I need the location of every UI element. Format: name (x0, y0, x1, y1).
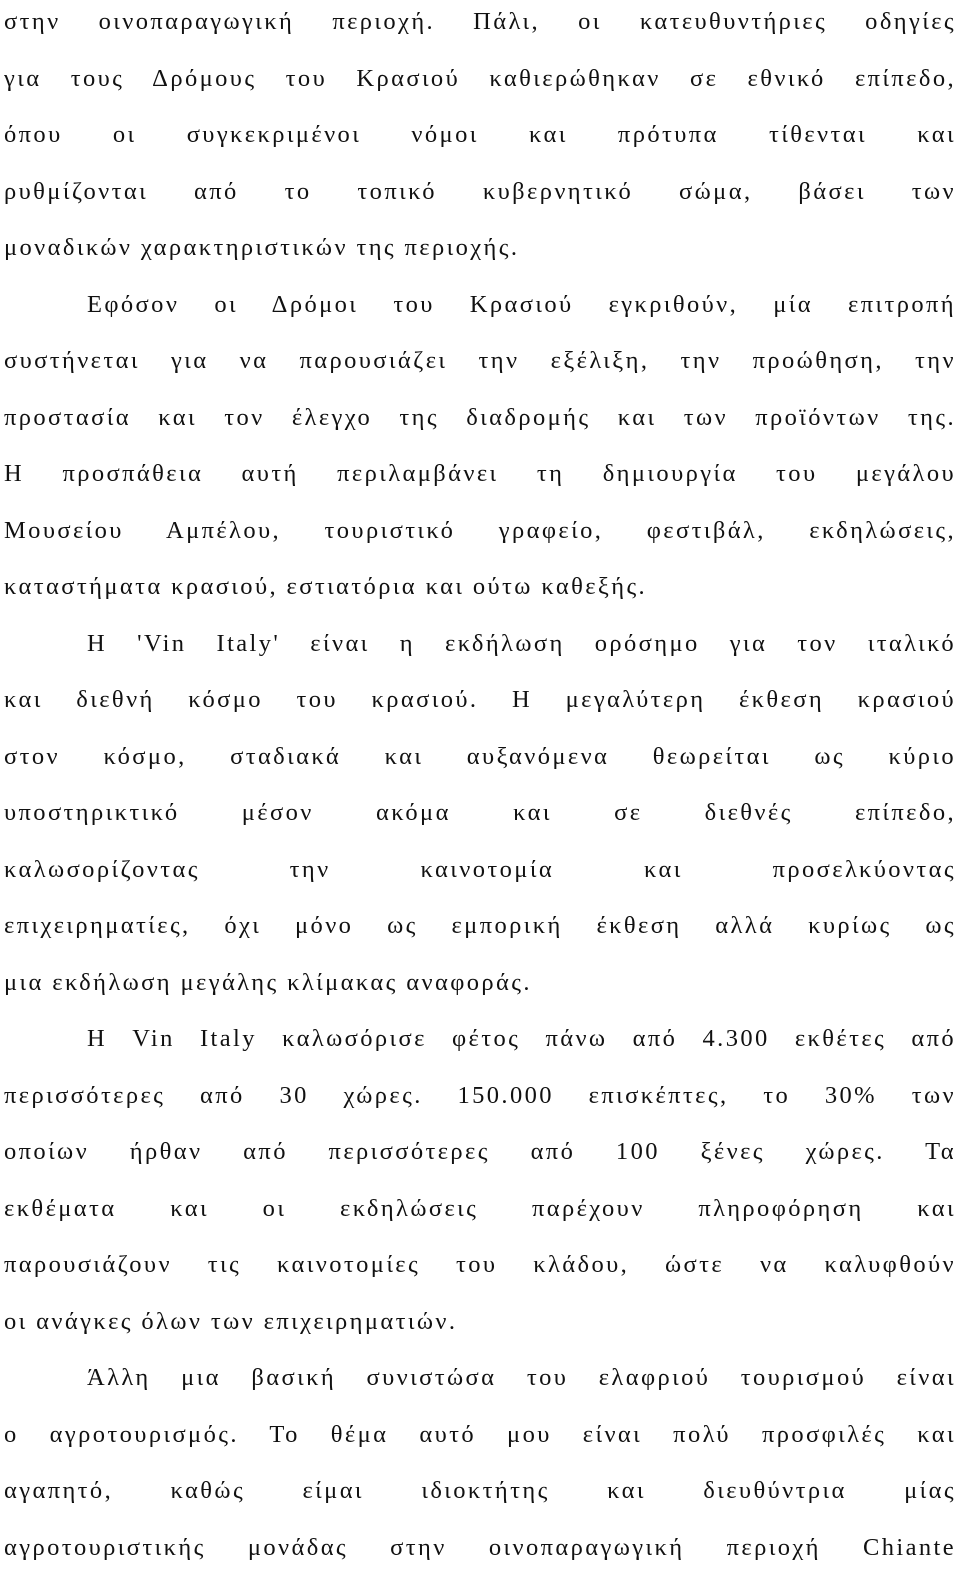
paragraph-vin-italy-stats (4, 1011, 956, 1350)
text-line: για τους Δρόμους του Κρασιού καθιερώθηκαν σε εθνικό επίπεδο, (4, 51, 956, 108)
text-line: εκθέματα και οι εκδηλώσεις παρέχουν πληροφόρηση και (4, 1181, 956, 1238)
text-line: αγαπητό, καθώς είμαι ιδιοκτήτης και διευθύντρια μίας (4, 1463, 956, 1520)
text-line: Μουσείου Αμπέλου, τουριστικό γραφείο, φεστιβάλ, εκδηλώσεις, (4, 503, 956, 560)
text-line: οποίων ήρθαν από περισσότερες από 100 ξένες χώρες. Τα (4, 1124, 956, 1181)
text-line: καλωσορίζοντας την καινοτομία και προσελκύοντας (4, 842, 956, 899)
text-line: στην οινοπαραγωγική περιοχή. Πάλι, οι κατευθυντήριες οδηγίες (4, 0, 956, 51)
text-line: προστασία και τον έλεγχο της διαδρομής και των προϊόντων της. (4, 390, 956, 447)
text-line: περισσότερες από 30 χώρες. 150.000 επισκέπτες, το 30% των (4, 1068, 956, 1125)
text-line: Άλλη μια βασική συνιστώσα του ελαφριού τουρισμού είναι (4, 1350, 956, 1407)
paragraph-wine-routes-guidelines (4, 0, 956, 277)
text-line: Η Vin Italy καλωσόρισε φέτος πάνω από 4.300 εκθέτες από (4, 1011, 956, 1068)
text-line: μοναδικών χαρακτηριστικών της περιοχής. (4, 220, 956, 277)
text-line: συστήνεται για να παρουσιάζει την εξέλιξη, την προώθηση, την (4, 333, 956, 390)
text-line: στον κόσμο, σταδιακά και αυξανόμενα θεωρείται ως κύριο (4, 729, 956, 786)
paragraph-vin-italy (4, 616, 956, 1012)
text-line: επιχειρηματίες, όχι μόνο ως εμπορική έκθεση αλλά κυρίως ως (4, 898, 956, 955)
text-line: αγροτουριστικής μονάδας στην οινοπαραγωγική περιοχή Chiante (4, 1520, 956, 1576)
paragraph-agrotourism (4, 1350, 956, 1576)
text-line: Η 'Vin Italy' είναι η εκδήλωση ορόσημο για τον ιταλικό (4, 616, 956, 673)
text-line: παρουσιάζουν τις καινοτομίες του κλάδου, ώστε να καλυφθούν (4, 1237, 956, 1294)
text-line: οι ανάγκες όλων των επιχειρηματιών. (4, 1294, 956, 1351)
text-line: και διεθνή κόσμο του κρασιού. Η μεγαλύτερη έκθεση κρασιού (4, 672, 956, 729)
text-line: ρυθμίζονται από το τοπικό κυβερνητικό σώμα, βάσει των (4, 164, 956, 221)
text-line: Εφόσον οι Δρόμοι του Κρασιού εγκριθούν, μία επιτροπή (4, 277, 956, 334)
text-line: Η προσπάθεια αυτή περιλαμβάνει τη δημιουργία του μεγάλου (4, 446, 956, 503)
paragraph-committee (4, 277, 956, 616)
text-line: μια εκδήλωση μεγάλης κλίμακας αναφοράς. (4, 955, 956, 1012)
text-line: ο αγροτουρισμός. Το θέμα αυτό μου είναι πολύ προσφιλές και (4, 1407, 956, 1464)
text-line: καταστήματα κρασιού, εστιατόρια και ούτω καθεξής. (4, 559, 956, 616)
text-line: όπου οι συγκεκριμένοι νόμοι και πρότυπα τίθενται και (4, 107, 956, 164)
text-line: υποστηρικτικό μέσον ακόμα και σε διεθνές επίπεδο, (4, 785, 956, 842)
